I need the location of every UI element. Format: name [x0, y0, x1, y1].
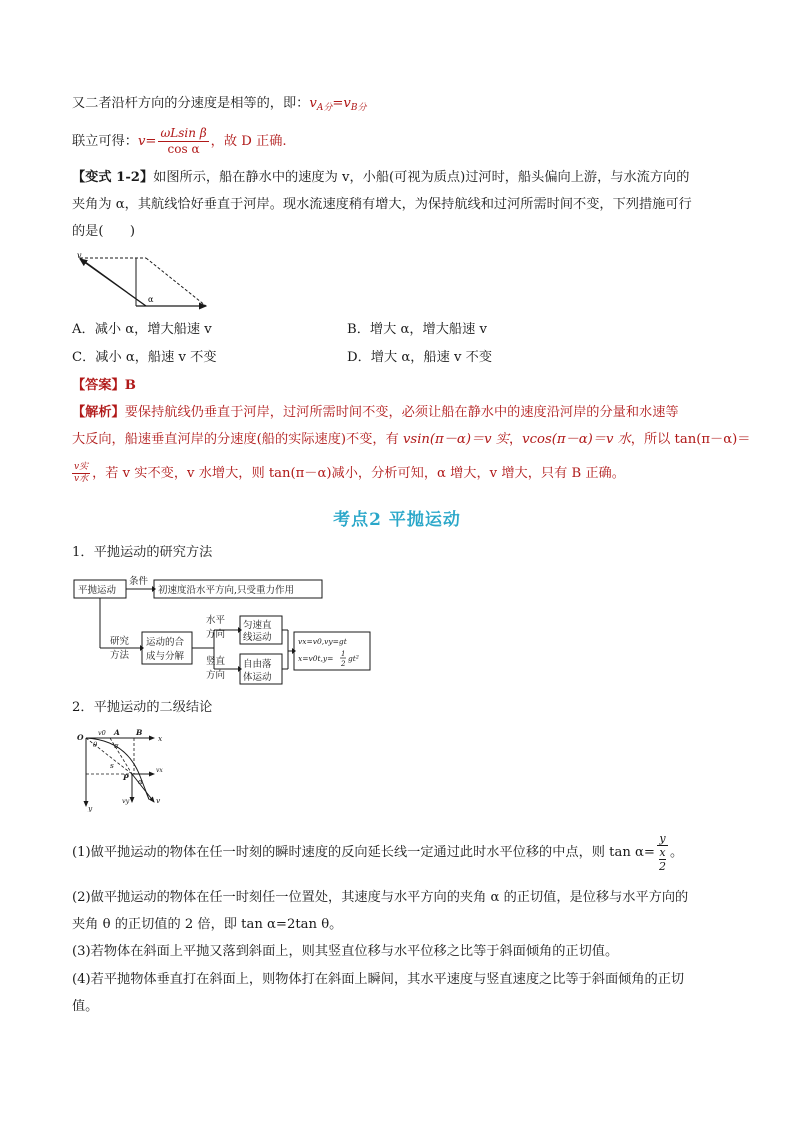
flow-free: 自由落 [243, 659, 272, 670]
formula-va: $v_{A分}=v_{B分}$ [309, 96, 367, 113]
item-heading: 1．平抛运动的研究方法 [72, 545, 213, 560]
p4-line2: 值。 [72, 999, 99, 1014]
text-line [72, 462, 722, 485]
option-a: A．减小 α，增大船速 v [72, 322, 212, 337]
p1-end: 。 [669, 845, 684, 860]
pf-A: A [114, 728, 120, 737]
flow-horiz-label: 方向 [206, 629, 226, 640]
text-line [72, 430, 751, 450]
item-heading: 2．平抛运动的二级结论 [72, 700, 213, 715]
flow-start: 平抛运动 [78, 585, 117, 596]
line2-prefix: 联立可得： [72, 134, 138, 149]
section-title: 考点2 平抛运动 [333, 510, 461, 530]
flow-method-label: 方法 [110, 650, 130, 661]
text-line [72, 126, 722, 157]
answer-line: 【答案】B [72, 378, 136, 393]
flow-vert-label: 方向 [206, 670, 226, 681]
flow-decomp: 成与分解 [146, 651, 185, 662]
variant-label: 【变式 1-2】 [72, 170, 154, 185]
pf-O: O [77, 733, 84, 742]
variant-line1: 如图所示，船在静水中的速度为 v，小船(可视为质点)过河时，船头偏向上游，与水流方向的 [153, 170, 690, 185]
pf-vy: vy [122, 797, 130, 805]
line1-text: 又二者沿杆方向的分速度是相等的，即： [72, 96, 310, 111]
flow-eq2: x=v0t,y= [298, 654, 334, 663]
p4-line1: (4)若平抛物体垂直打在斜面上，则物体打在斜面上瞬间，其水平速度与竖直速度之比等于斜面倾角的正切 [72, 972, 685, 987]
option-d: D．增大 α，船速 v 不变 [347, 350, 493, 365]
line2-suffix: ，故 D 正确. [210, 134, 287, 149]
formula-fraction: $\frac{\text{ωLsin β}}{\text{cos α}}$ [160, 126, 207, 156]
variant-line3: 的是( ) [72, 224, 136, 239]
option-b: B．增大 α，增大船速 v [347, 322, 487, 337]
boat-v-label: v [77, 252, 82, 260]
flow-uniform: 匀速直 [243, 620, 272, 631]
flow-horiz-label: 水平 [206, 615, 226, 626]
formula-v: v= [137, 134, 157, 149]
pf-v: v [156, 796, 161, 805]
pf-alpha: α [114, 742, 119, 750]
flow-vert-label: 竖直 [206, 656, 226, 667]
p2-line2: 夹角 θ 的正切值的 2 倍，即 tan α=2tan θ。 [72, 917, 343, 932]
analysis-text: ，若 v 实不变，v 水增大，则 tan(π－α)减小，分析可知，α 增大，v 增大，只有 B 正确。 [92, 466, 625, 481]
pf-y: y [88, 804, 93, 812]
flow-method-label: 研究 [110, 636, 130, 647]
analysis-label: 【解析】 [72, 405, 125, 420]
flow-eq2-den: 2 [341, 660, 346, 668]
p1-fraction: y x 2 [658, 832, 666, 873]
flow-eq1: vx=v0,vy=gt [298, 637, 347, 646]
option-c: C．减小 α，船速 v 不变 [72, 350, 217, 365]
projectile-method-flowchart [72, 572, 372, 690]
projectile-figure [74, 726, 174, 812]
analysis-formula: vsin(π－α)＝v 实 [402, 432, 509, 447]
flow-eq2-num: 1 [341, 650, 346, 658]
pf-s: s [110, 761, 114, 770]
analysis-text: ， [508, 432, 523, 447]
text-line [72, 832, 722, 873]
analysis-text: ，所以 tan(π－α)＝ [630, 432, 751, 447]
flow-eq2-b: gt² [348, 654, 359, 663]
p2-line1: (2)做平抛运动的物体在任一时刻任一位置处，其速度与水平方向的夹角 α 的正切值，是位移与水平方向的 [72, 890, 689, 905]
boat-velocity-figure [74, 252, 214, 312]
variant-line2: 夹角为 α，其航线恰好垂直于河岸。现水流速度稍有增大，为保持航线和过河所需时间不变，下列措施可行 [72, 197, 692, 212]
pf-P: P [123, 773, 129, 782]
text-line [72, 168, 722, 188]
analysis-fraction: $\frac{\text{v实}}{\text{v水}}$ [74, 462, 89, 484]
dashed-line [146, 258, 206, 306]
p3: (3)若物体在斜面上平抛又落到斜面上，则其竖直位移与水平位移之比等于斜面倾角的正切值。 [72, 944, 619, 959]
pf-x: x [158, 734, 163, 743]
p1-text: (1)做平抛运动的物体在任一时刻的瞬时速度的反向延长线一定通过此时水平位移的中点，则 tan α= [72, 845, 655, 860]
pf-B: B [136, 728, 143, 737]
analysis-line1: 要保持航线仍垂直于河岸，过河所需时间不变，必须让船在静水中的速度沿河岸的分量和水速等 [124, 405, 679, 420]
boat-alpha-label: α [148, 295, 154, 304]
pf-theta: θ [93, 741, 98, 749]
text-line [72, 403, 722, 423]
pf-vx: vx [156, 767, 163, 774]
analysis-formula: vcos(π－α)＝v 水 [522, 432, 631, 447]
flow-decomp: 运动的合 [146, 637, 185, 648]
analysis-text: 大反向，船速垂直河岸的分速度(船的实际速度)不变，有 [72, 432, 403, 447]
pf-alpha2: α [138, 778, 143, 786]
text-line [72, 94, 722, 118]
flow-free: 体运动 [243, 672, 272, 683]
flow-uniform: 线运动 [243, 632, 272, 643]
flow-cond-label: 条件 [129, 576, 149, 587]
flow-cond-text: 初速度沿水平方向,只受重力作用 [158, 585, 295, 596]
pf-v0: v0 [98, 729, 106, 737]
